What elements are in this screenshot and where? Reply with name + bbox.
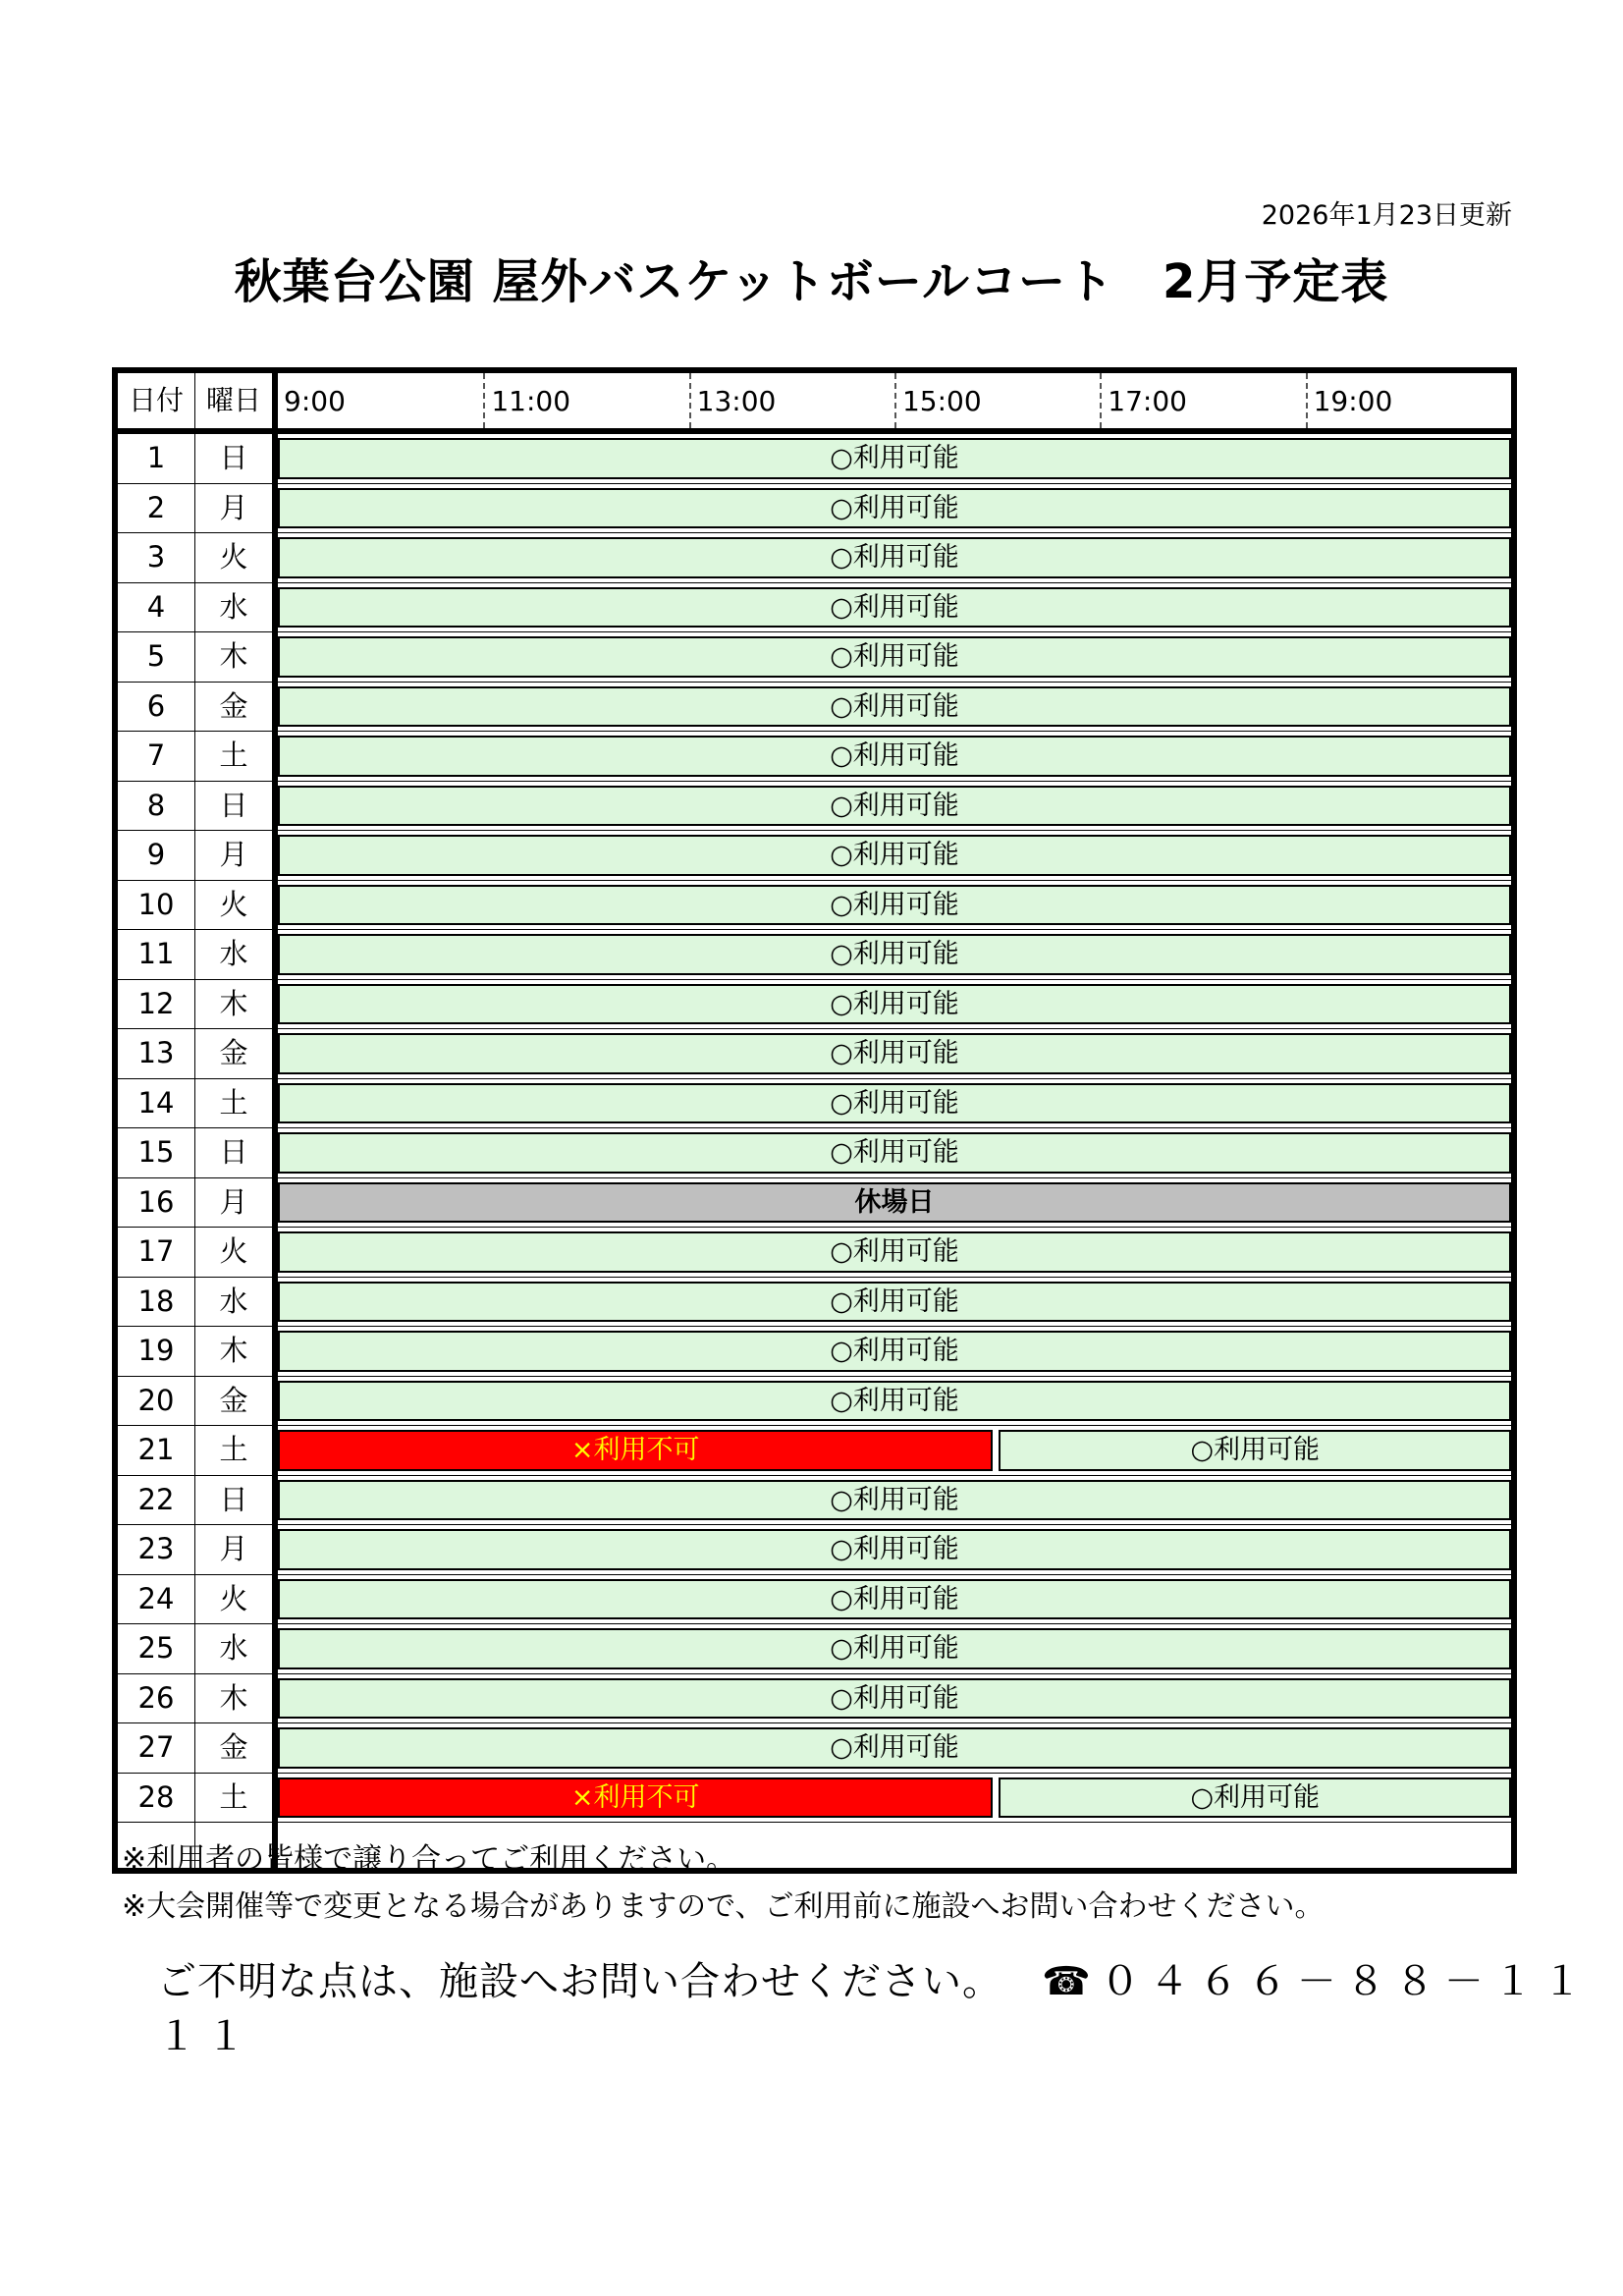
- header-date: 日付: [118, 373, 195, 428]
- contact-phone: ☎０４６６－８８－１１１１: [157, 1959, 1592, 2059]
- row-day: 日: [195, 782, 278, 831]
- status-available: ○利用可能: [278, 686, 1511, 728]
- status-available: ○利用可能: [278, 1678, 1511, 1720]
- time-label: 9:00: [284, 385, 346, 417]
- status-available: ○利用可能: [278, 537, 1511, 578]
- status-available: ○利用可能: [278, 1331, 1511, 1372]
- row-day: 土: [195, 732, 278, 781]
- status-available: ○利用可能: [278, 1231, 1511, 1273]
- row-slots: [278, 732, 1511, 781]
- row-date: 7: [118, 732, 195, 781]
- row-date: 4: [118, 583, 195, 632]
- table-row: [118, 1624, 1511, 1674]
- status-available: ○利用可能: [278, 1727, 1511, 1769]
- row-date: 19: [118, 1327, 195, 1376]
- status-available: ○利用可能: [278, 438, 1511, 479]
- row-slots: [278, 1128, 1511, 1177]
- row-date: 15: [118, 1128, 195, 1177]
- table-row: [118, 1476, 1511, 1526]
- row-date: 12: [118, 980, 195, 1029]
- row-slots: [278, 1575, 1511, 1624]
- page-title: 秋葉台公園 屋外バスケットボールコート 2月予定表: [234, 254, 1389, 309]
- row-date: 17: [118, 1228, 195, 1277]
- header-day: 曜日: [195, 373, 278, 428]
- row-slots: [278, 1029, 1511, 1078]
- schedule-table: [112, 367, 1517, 1874]
- row-day: 月: [195, 484, 278, 533]
- row-day: 日: [195, 1476, 278, 1525]
- row-day: 火: [195, 533, 278, 582]
- table-row: [118, 1327, 1511, 1377]
- row-slots: [278, 1228, 1511, 1277]
- row-date: 2: [118, 484, 195, 533]
- row-day: 水: [195, 930, 278, 979]
- status-available: ○利用可能: [278, 786, 1511, 827]
- table-row: [118, 1774, 1511, 1824]
- status-available: ○利用可能: [278, 1282, 1511, 1323]
- row-date: 21: [118, 1426, 195, 1475]
- row-slots: [278, 533, 1511, 582]
- time-label: 13:00: [689, 373, 777, 428]
- table-row: [118, 434, 1511, 484]
- row-date: 22: [118, 1476, 195, 1525]
- table-row: [118, 831, 1511, 881]
- row-slots: [278, 1525, 1511, 1574]
- table-row: [118, 1723, 1511, 1774]
- table-row: [118, 1228, 1511, 1278]
- row-slots: [278, 484, 1511, 533]
- table-row: [118, 683, 1511, 733]
- row-slots: [278, 881, 1511, 930]
- row-slots: [278, 782, 1511, 831]
- row-day: 火: [195, 1575, 278, 1624]
- row-day: 日: [195, 434, 278, 483]
- row-date: 1: [118, 434, 195, 483]
- status-available: ○利用可能: [278, 984, 1511, 1025]
- row-day: 火: [195, 881, 278, 930]
- row-date: 10: [118, 881, 195, 930]
- row-slots: [278, 1178, 1511, 1228]
- row-date: 26: [118, 1674, 195, 1723]
- status-available: ○利用可能: [278, 885, 1511, 926]
- row-day: 土: [195, 1426, 278, 1475]
- row-day: 金: [195, 1723, 278, 1773]
- note-1: ※利用者の皆様で譲り合ってご利用ください。: [122, 1842, 736, 1877]
- row-day: 月: [195, 1525, 278, 1574]
- row-slots: [278, 930, 1511, 979]
- status-available: ○利用可能: [278, 1381, 1511, 1422]
- status-available: ○利用可能: [278, 1132, 1511, 1174]
- row-day: 金: [195, 1377, 278, 1426]
- row-slots: [278, 1327, 1511, 1376]
- row-day: 月: [195, 1178, 278, 1228]
- row-day: 水: [195, 583, 278, 632]
- row-slots: [278, 632, 1511, 682]
- row-date: 13: [118, 1029, 195, 1078]
- row-day: 土: [195, 1079, 278, 1128]
- row-day: 金: [195, 1029, 278, 1078]
- row-day: 土: [195, 1774, 278, 1823]
- row-date: 16: [118, 1178, 195, 1228]
- time-label: 11:00: [483, 373, 570, 428]
- row-slots: [278, 831, 1511, 880]
- row-date: 25: [118, 1624, 195, 1673]
- row-slots: [278, 1079, 1511, 1128]
- table-row: [118, 881, 1511, 931]
- table-row: [118, 1525, 1511, 1575]
- row-date: 5: [118, 632, 195, 682]
- row-day: 木: [195, 980, 278, 1029]
- status-unavailable: ×利用不可: [278, 1777, 993, 1819]
- row-date: 20: [118, 1377, 195, 1426]
- time-label: 17:00: [1100, 373, 1187, 428]
- row-day: 水: [195, 1278, 278, 1327]
- row-slots: [278, 1278, 1511, 1327]
- status-unavailable: ×利用不可: [278, 1430, 993, 1471]
- status-available: ○利用可能: [278, 636, 1511, 678]
- table-row: [118, 1426, 1511, 1476]
- status-available: ○利用可能: [278, 587, 1511, 629]
- time-label: 15:00: [894, 373, 982, 428]
- row-slots: [278, 1674, 1511, 1723]
- status-available: ○利用可能: [999, 1430, 1511, 1471]
- status-available: ○利用可能: [278, 1529, 1511, 1570]
- table-row: [118, 632, 1511, 683]
- table-row: [118, 930, 1511, 980]
- row-day: 日: [195, 1128, 278, 1177]
- row-slots: [278, 683, 1511, 732]
- row-date: 23: [118, 1525, 195, 1574]
- row-slots: [278, 434, 1511, 483]
- status-available: ○利用可能: [278, 1628, 1511, 1669]
- table-row: [118, 1029, 1511, 1079]
- row-day: 水: [195, 1624, 278, 1673]
- row-slots: [278, 583, 1511, 632]
- row-slots: [278, 1476, 1511, 1525]
- status-available: ○利用可能: [278, 835, 1511, 876]
- table-row: [118, 484, 1511, 534]
- status-closed: 休場日: [278, 1182, 1511, 1224]
- row-day: 火: [195, 1228, 278, 1277]
- table-row: [118, 980, 1511, 1030]
- table-row: [118, 533, 1511, 583]
- status-available: ○利用可能: [278, 488, 1511, 529]
- header-times: [278, 373, 1511, 428]
- table-row: [118, 1128, 1511, 1178]
- row-date: 8: [118, 782, 195, 831]
- table-body: [118, 434, 1511, 1868]
- row-day: 木: [195, 1674, 278, 1723]
- row-date: 11: [118, 930, 195, 979]
- row-slots: [278, 1426, 1511, 1475]
- updated-date: 2026年1月23日更新: [1261, 200, 1512, 231]
- row-slots: [278, 1377, 1511, 1426]
- status-available: ○利用可能: [278, 1033, 1511, 1074]
- row-date: 9: [118, 831, 195, 880]
- table-row: [118, 732, 1511, 782]
- row-date: 18: [118, 1278, 195, 1327]
- table-row: [118, 1674, 1511, 1724]
- note-2: ※大会開催等で変更となる場合がありますので、ご利用前に施設へお問い合わせください。: [122, 1889, 1325, 1924]
- table-header: [118, 373, 1511, 434]
- table-row: [118, 1278, 1511, 1328]
- row-date: 28: [118, 1774, 195, 1823]
- status-available: ○利用可能: [278, 736, 1511, 777]
- notes: [122, 1836, 1325, 1931]
- status-available: ○利用可能: [278, 1480, 1511, 1521]
- table-row: [118, 1079, 1511, 1129]
- row-date: 14: [118, 1079, 195, 1128]
- row-slots: [278, 1624, 1511, 1673]
- status-available: ○利用可能: [278, 1579, 1511, 1620]
- row-date: 3: [118, 533, 195, 582]
- row-date: 6: [118, 683, 195, 732]
- row-slots: [278, 1774, 1511, 1823]
- table-row: [118, 1575, 1511, 1625]
- row-day: 月: [195, 831, 278, 880]
- table-row: [118, 583, 1511, 633]
- table-row: [118, 782, 1511, 832]
- row-day: 木: [195, 1327, 278, 1376]
- status-available: ○利用可能: [278, 934, 1511, 975]
- row-day: 木: [195, 632, 278, 682]
- contact-text: ご不明な点は、施設へお問い合わせください。: [157, 1959, 1002, 2004]
- table-row: [118, 1178, 1511, 1229]
- row-slots: [278, 1723, 1511, 1773]
- row-date: 27: [118, 1723, 195, 1773]
- status-available: ○利用可能: [999, 1777, 1511, 1819]
- time-label: 19:00: [1306, 373, 1393, 428]
- row-date: 24: [118, 1575, 195, 1624]
- contact-line: [157, 1954, 1623, 2064]
- row-day: 金: [195, 683, 278, 732]
- table-row: [118, 1377, 1511, 1427]
- status-available: ○利用可能: [278, 1083, 1511, 1124]
- row-slots: [278, 980, 1511, 1029]
